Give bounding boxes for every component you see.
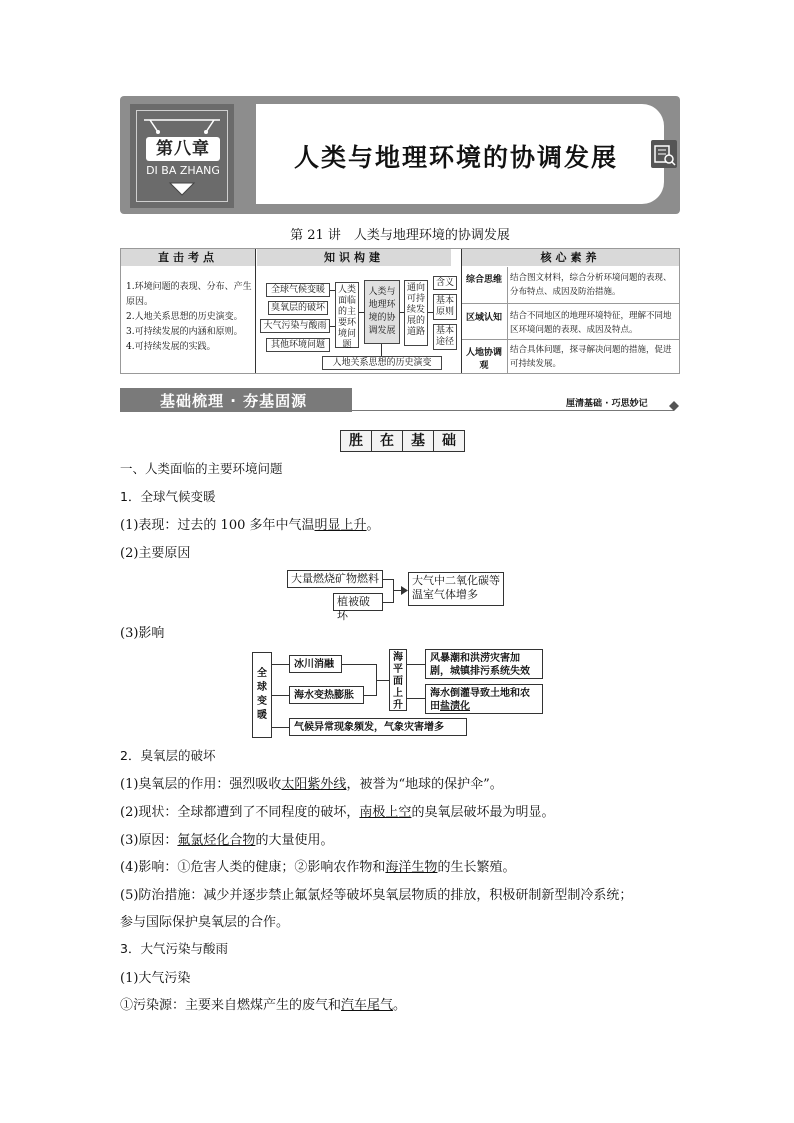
section-rule	[352, 410, 674, 411]
key-point: 2.人地关系思想的历史演变。	[126, 312, 243, 322]
cause-box: 植被破坏	[333, 593, 383, 611]
literacy-desc: 结合具体问题，探寻解决问题的措施，促进可持续发展。	[510, 345, 672, 369]
paragraph: (2)主要原因	[120, 546, 191, 561]
connector	[407, 698, 425, 699]
paragraph: (5)防治措施：减少并逐步禁止氟氯烃等破坏臭氧层物质的排放，积极研制新型制冷系统；	[120, 888, 633, 903]
impact-box: 海平面上升	[389, 649, 407, 711]
paragraph: 参与国际保护臭氧层的合作。	[120, 915, 290, 930]
chapter-number: 第八章	[146, 137, 220, 161]
subheading: 2．臭氧层的破坏	[120, 748, 216, 763]
result-box: 大气中二氧化碳等温室气体增多	[408, 572, 504, 606]
connector	[393, 579, 394, 603]
connector	[407, 664, 425, 665]
ribbon-decoration-icon	[140, 116, 224, 136]
key-point: 4.可持续发展的实践。	[126, 342, 216, 352]
connector	[383, 579, 393, 580]
literacy-list	[462, 267, 679, 373]
connector	[330, 290, 335, 291]
subheading: 1．全球气候变暖	[120, 489, 216, 504]
paragraph: (4)影响：①危害人类的健康；②影响农作物和海洋生物的生长繁殖。	[120, 860, 516, 875]
issue-box: 全球气候变暖	[266, 283, 330, 297]
literacy-name: 综合思维	[465, 275, 502, 285]
cause-box: 大量燃烧矿物燃料	[287, 570, 383, 588]
connector	[330, 326, 335, 327]
paragraph: (1)臭氧层的作用：强烈吸收太阳紫外线，被誉为“地球的保护伞”。	[120, 777, 503, 792]
impact-box: 风暴潮和洪涝灾害加剧，城镇排污系统失效	[425, 649, 543, 679]
issue-box: 其他环境问题	[266, 338, 330, 352]
connector	[383, 602, 393, 603]
slogan-chip: 胜	[340, 430, 372, 452]
connector	[428, 312, 433, 313]
header-literacy: 核心素养	[462, 249, 679, 266]
connector	[359, 312, 364, 313]
connector	[272, 695, 289, 696]
lecture-title: 第 21 讲 人类与地理环境的协调发展	[290, 228, 510, 243]
slogan-chip: 基	[402, 430, 434, 452]
road-item: 基本原则	[433, 294, 457, 320]
slogan-chip: 在	[371, 430, 403, 452]
paragraph: ①污染源：主要来自燃煤产生的废气和汽车尾气。	[120, 998, 407, 1013]
paragraph: (3)原因：氟氯烃化合物的大量使用。	[120, 833, 334, 848]
history-box: 人地关系思想的历史演变	[322, 356, 442, 370]
impact-box: 气候异常现象频发，气象灾害增多	[289, 718, 467, 736]
connector	[381, 344, 382, 356]
section-subtitle: 厘清基础 · 巧思妙记	[566, 399, 648, 409]
triangle-down-icon	[166, 181, 198, 197]
impact-box: 海水倒灌导致土地和农田盐渍化	[425, 684, 543, 714]
connector	[272, 727, 289, 728]
impact-box: 冰川消融	[289, 655, 342, 673]
paragraph: (1)表现：过去的 100 多年中气温明显上升。	[120, 518, 380, 533]
impact-root-box: 全球变暖	[252, 652, 272, 738]
literacy-name: 区域认知	[465, 313, 502, 323]
key-points-list	[126, 280, 252, 355]
literacy-desc: 结合图文材料，综合分析环境问题的表现、分布特点、成因及防治措施。	[510, 273, 672, 297]
paragraph: (2)现状：全球都遭到了不同程度的破坏，南极上空的臭氧层破坏最为明显。	[120, 805, 555, 820]
connector	[400, 312, 404, 313]
key-point: 1.环境问题的表现、分布、产生原因。	[126, 282, 252, 307]
heading-1: 一、人类面临的主要环境问题	[120, 461, 283, 476]
section-title: 基础梳理 · 夯基固源	[160, 392, 308, 410]
connector	[342, 664, 377, 665]
road-box: 通向可持续发展的道路	[404, 280, 428, 346]
chapter-pinyin: DI BA ZHANG	[146, 164, 220, 177]
road-item: 基本途径	[433, 324, 457, 350]
table-divider	[255, 249, 256, 373]
key-point: 3.可持续发展的内涵和原则。	[126, 327, 243, 337]
connector	[272, 664, 289, 665]
impact-box: 海水变热膨胀	[289, 686, 364, 704]
subheading: 3．大气污染与酸雨	[120, 941, 228, 956]
literacy-name: 人地协调观	[465, 348, 502, 371]
slogan-chip: 础	[433, 430, 465, 452]
center-box: 人类与地理环境的协调发展	[364, 280, 400, 344]
diamond-icon	[668, 400, 680, 412]
issue-box: 臭氧层的破坏	[268, 301, 328, 315]
book-search-icon	[651, 140, 677, 168]
header-key-points: 直击考点	[121, 249, 255, 266]
connector	[376, 680, 389, 681]
literacy-desc: 结合不同地区的地理环境特征，理解不同地区环境问题的表现、成因及特点。	[510, 311, 672, 335]
header-knowledge-map: 知识构建	[257, 249, 451, 266]
issue-box: 大气污染与酸雨	[260, 319, 330, 333]
face-box: 人类面临的主要环境问题	[335, 282, 359, 348]
paragraph: (3)影响	[120, 626, 165, 641]
chapter-title: 人类与地理环境的协调发展	[293, 143, 618, 172]
paragraph: (1)大气污染	[120, 971, 191, 986]
arrow-right-icon	[401, 586, 409, 595]
road-item: 含义	[433, 276, 457, 290]
